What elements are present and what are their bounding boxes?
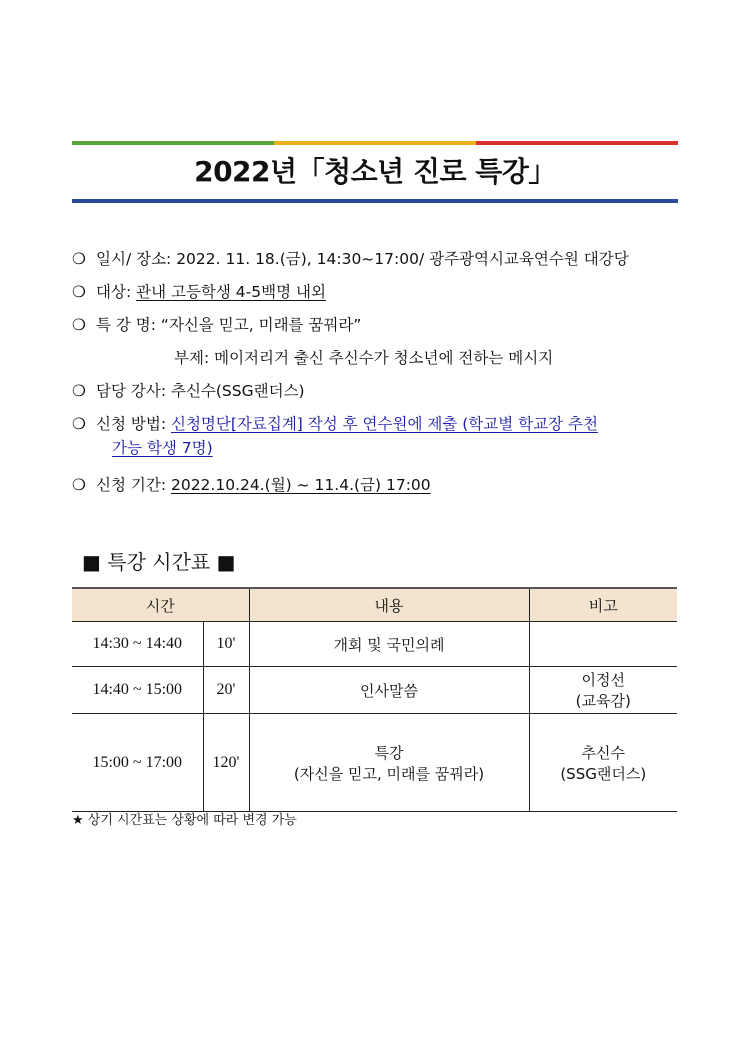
- note-line: 이정선: [581, 671, 625, 689]
- duration-cell: 20': [203, 667, 249, 714]
- info-item-date-place: [72, 244, 678, 277]
- info-item-method: [72, 409, 678, 470]
- method-label: 신청 방법:: [96, 415, 171, 433]
- duration-cell: 120': [203, 714, 249, 812]
- info-list: [72, 244, 678, 503]
- time-cell: 14:40 ~ 15:00: [72, 667, 203, 714]
- subtitle-text: 부제: 메이저리거 출신 추신수가 청소년에 전하는 메시지: [174, 349, 554, 367]
- content-cell: 인사말씀: [249, 667, 529, 714]
- date-place-text: 일시/ 장소: 2022. 11. 18.(금), 14:30~17:00/ 광주광역시교육연수원 대강당: [96, 250, 629, 268]
- table-header-row: [72, 588, 677, 622]
- table-row: [72, 714, 677, 812]
- note-cell: [529, 622, 677, 667]
- note-line: 추신수: [581, 743, 625, 762]
- target-label: 대상:: [96, 283, 137, 301]
- green-bar-segment: [72, 141, 274, 145]
- info-item-target: [72, 277, 678, 310]
- title-bottom-bar: [72, 199, 678, 203]
- circle-bullet-icon: ❍: [72, 283, 86, 301]
- info-item-lecture-name: [72, 310, 678, 343]
- method-value-line2: 가능 학생 7명): [112, 439, 213, 457]
- note-cell: [529, 714, 677, 812]
- circle-bullet-icon: ❍: [72, 250, 86, 268]
- info-item-subtitle: [72, 343, 678, 376]
- circle-bullet-icon: ❍: [72, 316, 86, 334]
- lecture-name-text: 특 강 명: “자신을 믿고, 미래를 꿈꿔라”: [96, 316, 362, 334]
- schedule-table: [72, 587, 677, 812]
- title-top-color-bar: [72, 141, 678, 145]
- time-cell: 14:30 ~ 14:40: [72, 622, 203, 667]
- table-row: [72, 622, 677, 667]
- content-line: 특강: [374, 743, 404, 762]
- header-time: 시간: [72, 588, 249, 622]
- content-cell: 개회 및 국민의례: [249, 622, 529, 667]
- schedule-heading: ■ 특강 시간표 ■: [82, 550, 236, 574]
- lecturer-text: 담당 강사: 추신수(SSG랜더스): [96, 382, 305, 400]
- circle-bullet-icon: ❍: [72, 382, 86, 400]
- info-item-lecturer: [72, 376, 678, 409]
- time-cell: 15:00 ~ 17:00: [72, 714, 203, 812]
- note-line: (SSG랜더스): [560, 764, 647, 783]
- circle-bullet-icon: ❍: [72, 415, 86, 433]
- header-note: 비고: [529, 588, 677, 622]
- note-cell: [529, 667, 677, 714]
- info-item-period: [72, 470, 678, 503]
- period-label: 신청 기간:: [96, 476, 171, 494]
- red-bar-segment: [476, 141, 678, 145]
- method-value-line1: 신청명단[자료집계] 작성 후 연수원에 제출 (학교별 학교장 추천: [170, 415, 598, 433]
- header-content: 내용: [249, 588, 529, 622]
- circle-bullet-icon: ❍: [72, 476, 86, 494]
- document-title: 2022년「청소년 진로 특강」: [194, 155, 556, 188]
- target-value: 관내 고등학생 4-5백명 내외: [136, 283, 326, 301]
- duration-cell: 10': [203, 622, 249, 667]
- yellow-bar-segment: [274, 141, 476, 145]
- period-value: 2022.10.24.(월) ~ 11.4.(금) 17:00: [170, 476, 431, 494]
- content-cell: [249, 714, 529, 812]
- content-line: (자신을 믿고, 미래를 꿈꿔라): [293, 764, 485, 783]
- note-line: (교육감): [575, 692, 631, 710]
- table-row: [72, 667, 677, 714]
- schedule-footnote: ★ 상기 시간표는 상황에 따라 변경 가능: [72, 813, 297, 828]
